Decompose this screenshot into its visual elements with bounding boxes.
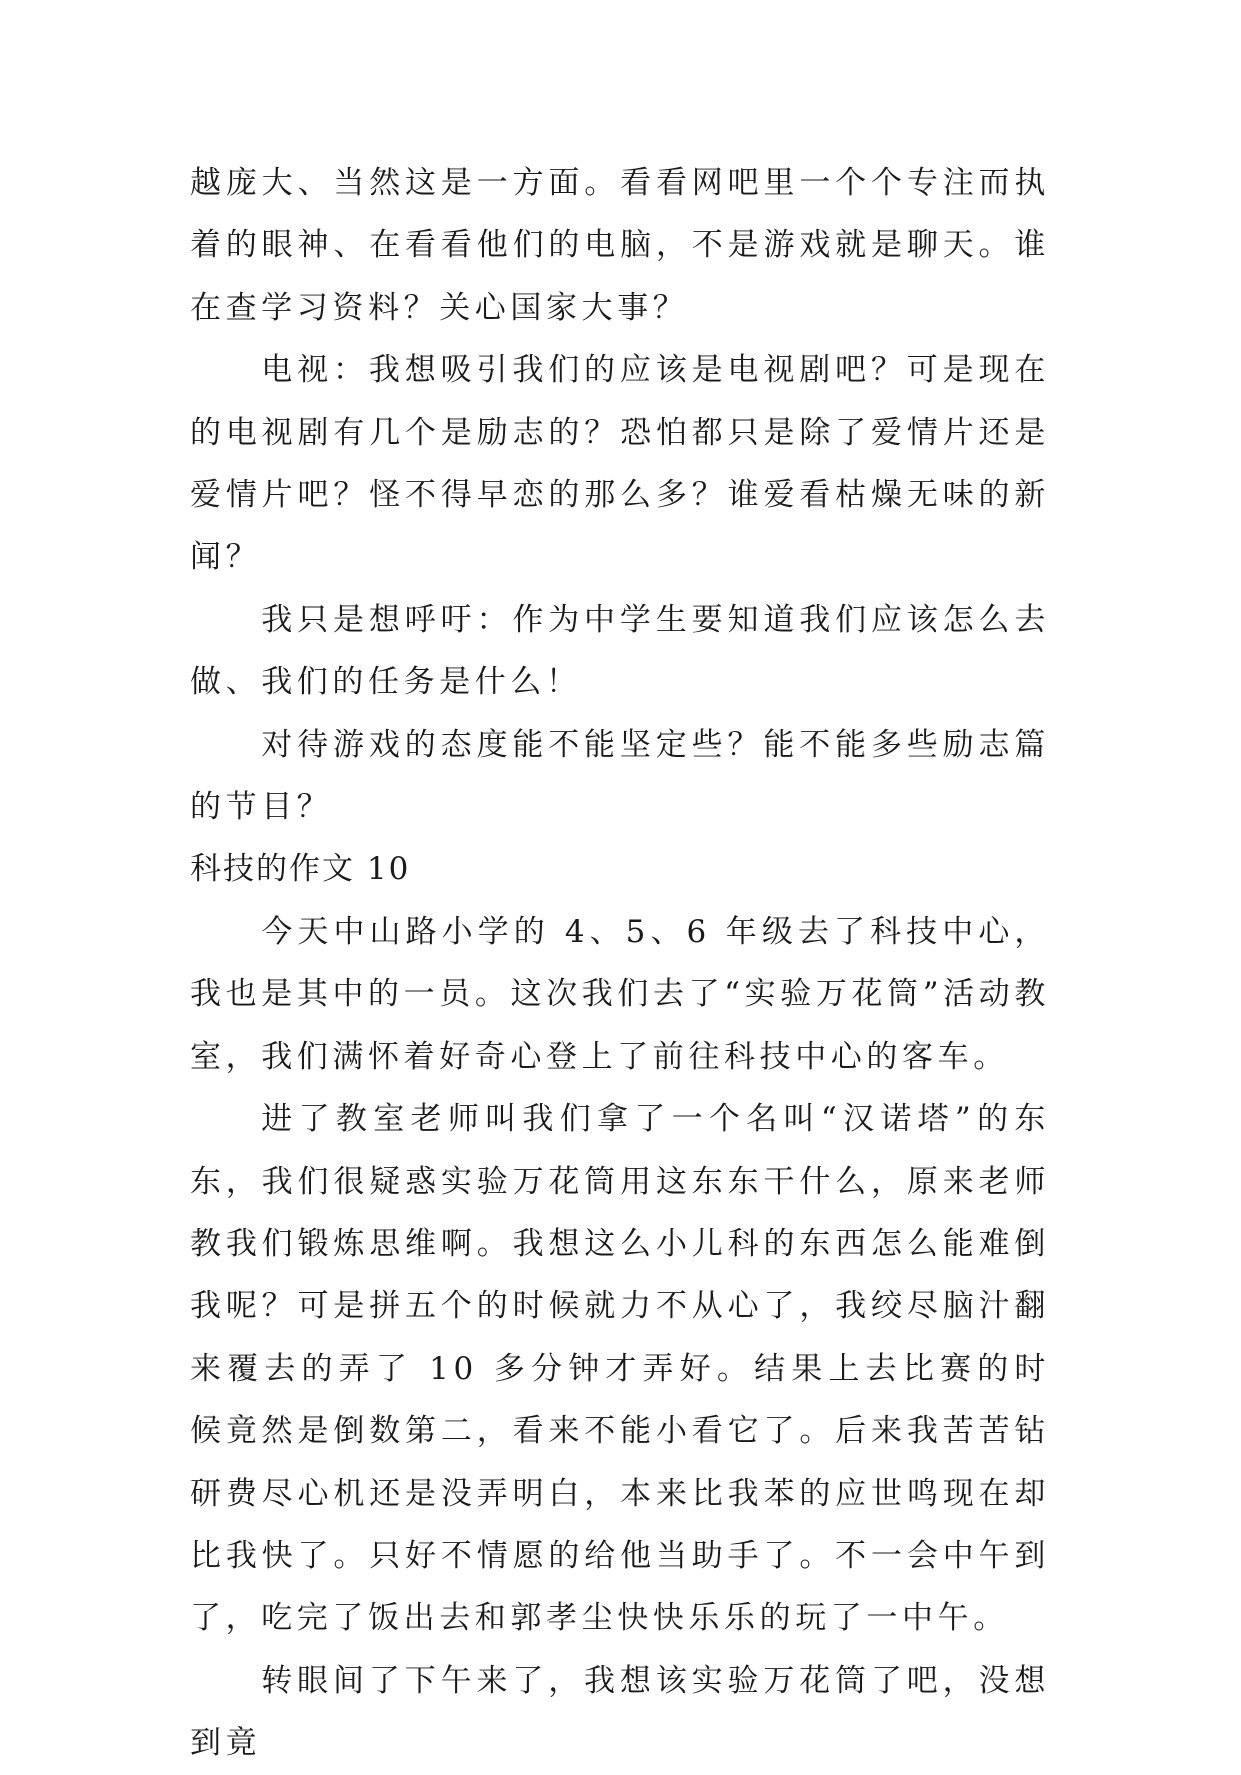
paragraph-attitude: 对待游戏的态度能不能坚定些？能不能多些励志篇的节目？ [190, 726, 1050, 826]
paragraph-afternoon: 转眼间了下午来了，我想该实验万花筒了吧，没想到竟 [190, 1662, 1050, 1762]
document-body [190, 152, 1050, 1775]
paragraph-hanoi-tower: 进了教室老师叫我们拿了一个名叫“汉诺塔”的东东，我们很疑惑实验万花筒用这东东干什么，原来老师教我们锻炼思维啊。我想这么小儿科的东西怎么能难倒我呢？可是拼五个的时候就力不从心了，我绞尽脑汁翻来覆去的弄了 10 多分钟才弄好。结果上去比赛的时候竟然是倒数第二，看来不能小看它了。后来我苦苦钻研费尽心机还是没弄明白，本来比我苯的应世鸣现在却比我快了。只好不情愿的给他当助手了。不一会中午到了，吃完了饭出去和郭孝尘快快乐乐的玩了一中午。 [190, 1101, 1050, 1637]
paragraph-science-center: 今天中山路小学的 4、5、6 年级去了科技中心，我也是其中的一员。这次我们去了“实验万花筒”活动教室，我们满怀着好奇心登上了前往科技中心的客车。 [190, 913, 1050, 1075]
paragraph-continued: 越庞大、当然这是一方面。看看网吧里一个个专注而执着的眼神、在看看他们的电脑，不是游戏就是聊天。谁在查学习资料？关心国家大事？ [190, 165, 1050, 326]
paragraph-appeal: 我只是想呼吁：作为中学生要知道我们应该怎么去做、我们的任务是什么！ [190, 601, 1050, 701]
paragraph-tv: 电视：我想吸引我们的应该是电视剧吧？可是现在的电视剧有几个是励志的？恐怕都只是除了爱情片还是爱情片吧？怪不得早恋的那么多？谁爱看枯燥无味的新闻？ [190, 352, 1050, 576]
section-title: 科技的作文 10 [190, 851, 411, 888]
